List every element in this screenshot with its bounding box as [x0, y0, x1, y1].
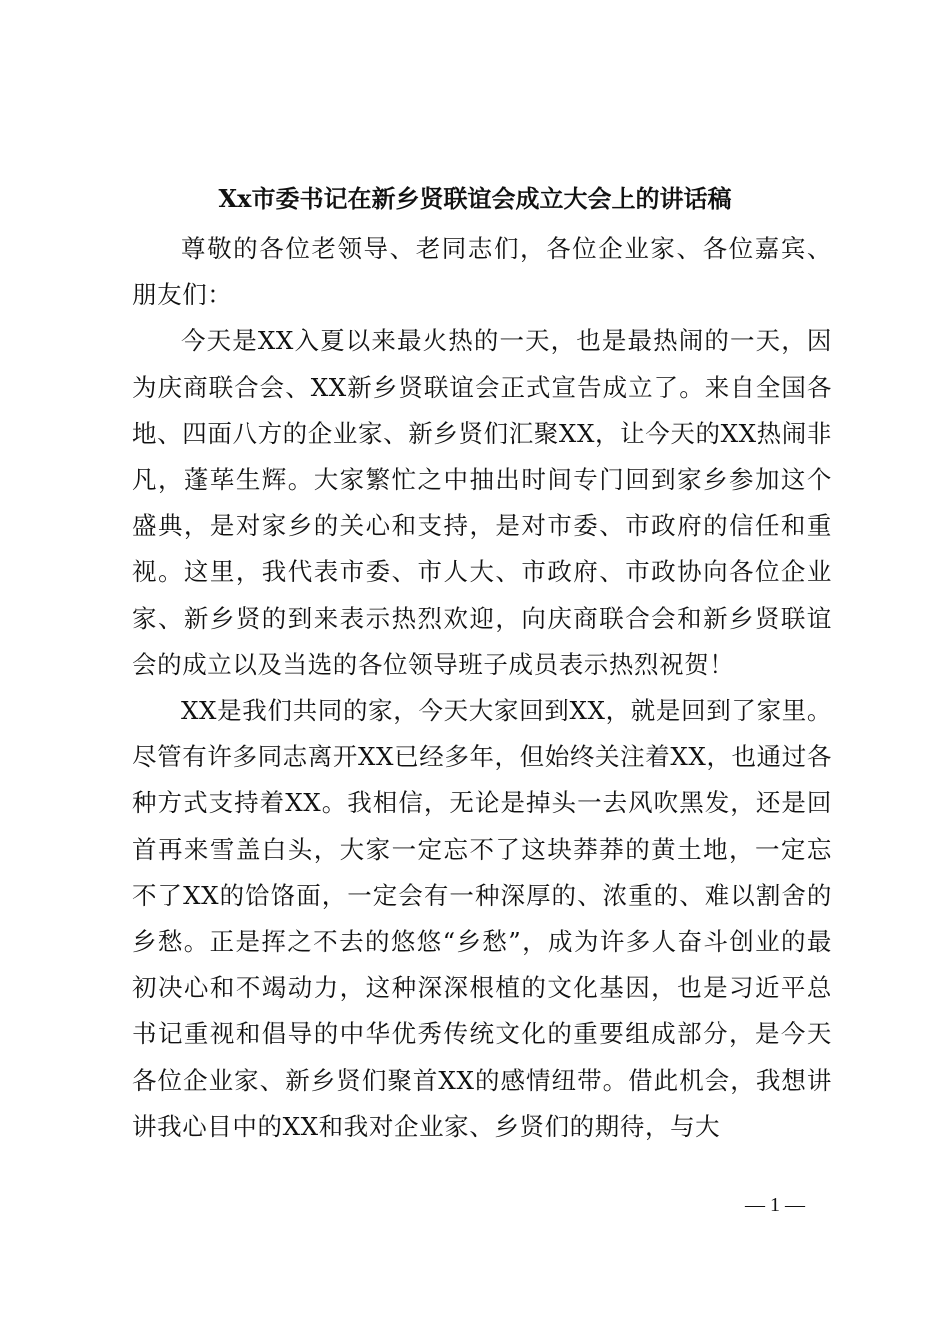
body-paragraph: XX是我们共同的家，今天大家回到XX，就是回到了家里。尽管有许多同志离开XX已经多年，但始终关注着XX，也通过各种方式支持着XX。我相信，无论是掉头一去风吹黑发，还是回首再来雪盖白头，大家一定忘不了这块莽莽的黄土地，一定忘不了XX的饸饹面，一定会有一种深厚的、浓重的、难以割舍的乡愁。正是挥之不去的悠悠“乡愁”，成为许多人奋斗创业的最初决心和不竭动力，这种深深根植的文化基因，也是习近平总书记重视和倡导的中华优秀传统文化的重要组成部分，是今天各位企业家、新乡贤们聚首XX的感情纽带。借此机会，我想讲讲我心目中的XX和我对企业家、乡贤们的期待，与大: [132, 696, 832, 1141]
page-number: — 1 —: [745, 1194, 805, 1216]
document-body: [132, 226, 832, 1150]
body-paragraph: 今天是XX入夏以来最火热的一天，也是最热闹的一天，因为庆商联合会、XX新乡贤联谊会正式宣告成立了。来自全国各地、四面八方的企业家、新乡贤们汇聚XX，让今天的XX热闹非凡，蓬荜生辉。大家繁忙之中抽出时间专门回到家乡参加这个盛典，是对家乡的关心和支持，是对市委、市政府的信任和重视。这里，我代表市委、市人大、市政府、市政协向各位企业家、新乡贤的到来表示热烈欢迎，向庆商联合会和新乡贤联谊会的成立以及当选的各位领导班子成员表示热烈祝贺！: [132, 326, 832, 679]
salutation-paragraph: 尊敬的各位老领导、老同志们，各位企业家、各位嘉宾、朋友们：: [132, 234, 832, 310]
document-title: Xx市委书记在新乡贤联谊会成立大会上的讲话稿: [218, 184, 732, 213]
